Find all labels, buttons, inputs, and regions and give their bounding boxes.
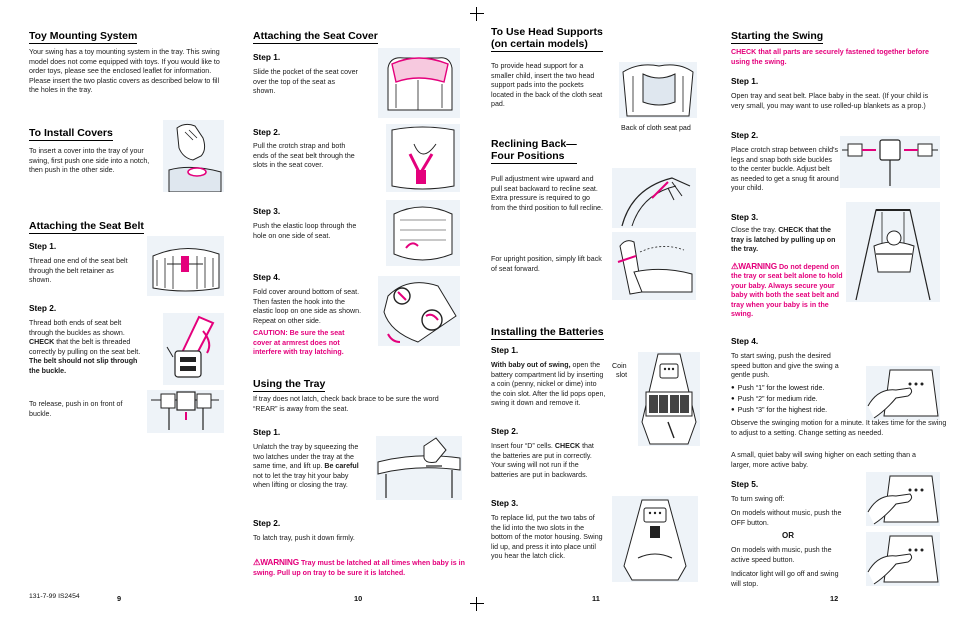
start-step2-text: Place crotch strap between child's legs and snap both side buckles to the center buckle. Adjust belt as needed to get a snug fit around your child. [731, 146, 839, 193]
off-button-illustration [866, 472, 940, 526]
toy-mounting-text: Your swing has a toy mounting system in the tray. This swing model does not come equipped with toys. If you would like to order toys, please see the enclosed leaflet for information. Please insert the two plastic covers as described below to fill the holes in the tray. [29, 48, 220, 95]
cover-caution: CAUTION: Be sure the seat cover at armrest does not interfere with tray latching. [253, 329, 345, 357]
observe-text: Observe the swinging motion for a minute. It takes time for the swing to adjust to a setting. Change setting as needed. [731, 419, 947, 437]
tray-step1-text-a: Unlatch the tray by squeezing the two latches under the tray at the same time, and lift up. [253, 443, 359, 471]
cover-step3-text: Push the elastic loop through the hole on one side of seat. [253, 222, 357, 240]
battery-step2-text-a: Insert four “D” cells. [491, 442, 555, 450]
speed-bullet-2: ● Push “2” for medium ride. [731, 394, 851, 405]
belt-step2-text-a: Thread both ends of seat belt through the buckles as shown. [29, 319, 125, 337]
no-music-text: On models without music, push the OFF button. [731, 509, 842, 527]
tray-unlatch-illustration [376, 436, 462, 500]
swing-warning-word: WARNING [738, 261, 777, 271]
toy-mounting-title: Toy Mounting System [29, 30, 137, 44]
small-baby-text: A small, quiet baby will swing higher on each setting than a larger, more active baby. [731, 451, 916, 469]
swing-warning-label [731, 262, 777, 271]
hook-loop-illustration [378, 276, 460, 346]
page-number-12: 12 [830, 594, 839, 603]
cover-step4-text: Fold cover around bottom of seat. Then fasten the hook into the elastic loop on one side as shown. Repeat on other side. [253, 288, 362, 325]
belt-release-text: To release, push in on front of buckle. [29, 400, 123, 418]
recline-text: Pull adjustment wire upward and pull seat backward to recline seat. Extra pressure is required to go from the third position to full recline. [491, 175, 603, 212]
tray-cover-illustration [163, 120, 224, 192]
buckle-thread-illustration [163, 313, 224, 385]
recline-title-line1: Reclining Back— [491, 138, 577, 150]
start-step3-text [731, 226, 839, 255]
tray-warning-label [253, 558, 299, 568]
battery-step1-rest: open the battery compartment lid by inserting a coin (penny, nickel or dime) into the coin slot. After the lid pops open, swing it down and remove it. [491, 361, 606, 408]
swing-warning [731, 262, 843, 319]
lid-replace-illustration [612, 496, 698, 582]
start-step4-label: Step 4. [731, 336, 759, 346]
warning-triangle-icon: ⚠ [731, 261, 739, 271]
upright-seat-illustration [612, 232, 696, 300]
battery-housing-illustration [638, 352, 700, 446]
starting-swing-title: Starting the Swing [731, 30, 823, 44]
check-parts-note: CHECK that all parts are securely fastened together before using the swing. [731, 48, 929, 66]
page-number-10: 10 [354, 594, 363, 603]
tray-step1-bold: Be careful [324, 462, 359, 471]
crotch-strap-illustration [386, 124, 460, 192]
battery-step2-label: Step 2. [491, 426, 519, 436]
cover-step1-text: Slide the pocket of the seat cover over the top of the seat as shown. [253, 68, 358, 96]
coin-label-line1: Coin [612, 362, 627, 370]
page-number-9: 9 [117, 594, 122, 603]
tray-step2-text: To latch tray, push it down firmly. [253, 534, 355, 542]
battery-step2-check: CHECK [554, 442, 581, 450]
recline-title-line2: Four Positions [491, 150, 565, 163]
coin-slot-label [612, 362, 627, 380]
belt-step2-check: CHECK [29, 338, 55, 347]
head-title-line1: To Use Head Supports [491, 26, 603, 38]
start-step1-text: Open tray and seat belt. Place baby in the seat. (If your child is very small, you may want to use rolled-up blankets as a prop.) [731, 92, 929, 110]
cover-step1-label: Step 1. [253, 52, 281, 62]
cover-step4-label: Step 4. [253, 272, 281, 282]
battery-step2-text-b: that the batteries are put in correctly. Your swing will not run if the batteries are put in backwards. [491, 442, 594, 479]
music-button-illustration [866, 532, 940, 586]
seat-belt-title: Attaching the Seat Belt [29, 220, 144, 234]
cover-pocket-illustration [378, 48, 460, 118]
speed-button-illustration [866, 366, 940, 420]
recline-wire-illustration [612, 168, 696, 228]
battery-step1-text [491, 361, 607, 409]
start-step3-text-a: Close the tray. [731, 226, 779, 234]
speed-bullet-3: ● Push “3” for the highest ride. [731, 405, 851, 416]
install-covers-text: To insert a cover into the tray of your swing, first push one side into a notch, then push in the other side. [29, 147, 150, 175]
release-buckle-illustration [147, 390, 224, 433]
battery-step3-label: Step 3. [491, 498, 519, 508]
start-step3-bold: CHECK that the tray is latched by pulling up on the tray. [731, 226, 836, 254]
upright-text: For upright position, simply lift back of seat forward. [491, 255, 602, 273]
belt-step2-label: Step 2. [29, 303, 57, 313]
start-step4-text: To start swing, push the desired speed button and give the swing a gentle push. [731, 352, 839, 380]
cover-step2-label: Step 2. [253, 127, 281, 137]
install-covers-title: To Install Covers [29, 127, 113, 141]
tray-warning [253, 558, 467, 578]
head-title-line2: (on certain models) [491, 38, 588, 51]
start-step5-label: Step 5. [731, 479, 759, 489]
indicator-text: Indicator light will go off and swing will stop. [731, 570, 839, 588]
belt-retainer-illustration [147, 236, 224, 296]
warning-triangle-icon: ⚠ [253, 557, 261, 567]
swing-warning-text: Do not depend on the tray or seat belt alone to hold your baby. Always secure your baby with both the seat belt and tray when your baby is in the swing. [731, 263, 843, 319]
cover-step2-text: Pull the crotch strap and both ends of the seat belt through the slots in the seat cover. [253, 142, 355, 170]
page-10 [240, 0, 476, 618]
speed-bullet-list [731, 383, 851, 417]
tray-step1-text [253, 443, 363, 491]
baby-in-swing-illustration [846, 202, 940, 302]
tray-step1-text-b: not to let the tray hit your baby when lifting or closing the tray. [253, 471, 349, 490]
page-number-11: 11 [592, 594, 600, 603]
head-supports-text: To provide head support for a smaller child, insert the two head support pads into the pockets located in the back of the cloth seat pad. [491, 62, 603, 109]
seat-pad-back-illustration [619, 62, 697, 118]
start-step3-label: Step 3. [731, 212, 759, 222]
footer-code: 131-7-99 IS2454 [29, 593, 80, 600]
page-9 [0, 0, 240, 618]
coin-label-line2: slot [616, 371, 628, 379]
battery-step2-text [491, 442, 603, 480]
page-12 [716, 0, 954, 618]
belt-step1-label: Step 1. [29, 241, 57, 251]
start-step1-label: Step 1. [731, 76, 759, 86]
belt-step2-text-b: that the belt is threaded correctly by pulling on the seat belt. [29, 338, 141, 356]
tray-step1-label: Step 1. [253, 427, 281, 437]
battery-step3-text: To replace lid, put the two tabs of the lid into the two slots in the bottom of the motor housing. Swing lid up, and press it into place until you hear the latch click. [491, 514, 603, 561]
start-step5-text: To turn swing off: [731, 495, 785, 503]
tray-step2-label: Step 2. [253, 518, 281, 528]
seat-pad-caption: Back of cloth seat pad [621, 124, 691, 132]
or-text: OR [782, 531, 794, 540]
belt-step2-text [29, 319, 145, 377]
reclining-title [491, 138, 577, 164]
tray-intro-text: If tray does not latch, check back brace to be sure the word “REAR” is away from the seat. [253, 395, 439, 413]
speed-bullet-1: ● Push “1” for the lowest ride. [731, 383, 851, 394]
belt-step1-text: Thread one end of the seat belt through the belt retainer as shown. [29, 257, 128, 285]
page-11 [476, 0, 716, 618]
music-text: On models with music, push the active speed button. [731, 546, 832, 564]
belt-step2-bold: The belt should not slip through the buckle. [29, 357, 138, 375]
tray-warning-text: Tray must be latched at all times when baby is in swing. Pull up on tray to be sure it is latched. [253, 559, 465, 577]
elastic-loop-illustration [386, 200, 460, 266]
batteries-title: Installing the Batteries [491, 326, 604, 340]
cover-step3-label: Step 3. [253, 206, 281, 216]
buckle-snap-illustration [840, 136, 940, 188]
using-tray-title: Using the Tray [253, 378, 325, 392]
seat-cover-title: Attaching the Seat Cover [253, 30, 378, 44]
start-step2-label: Step 2. [731, 130, 759, 140]
battery-step1-bold: With baby out of swing, [491, 361, 571, 369]
tray-warning-word: WARNING [260, 557, 299, 567]
battery-step1-label: Step 1. [491, 345, 519, 355]
head-supports-title [491, 26, 603, 52]
